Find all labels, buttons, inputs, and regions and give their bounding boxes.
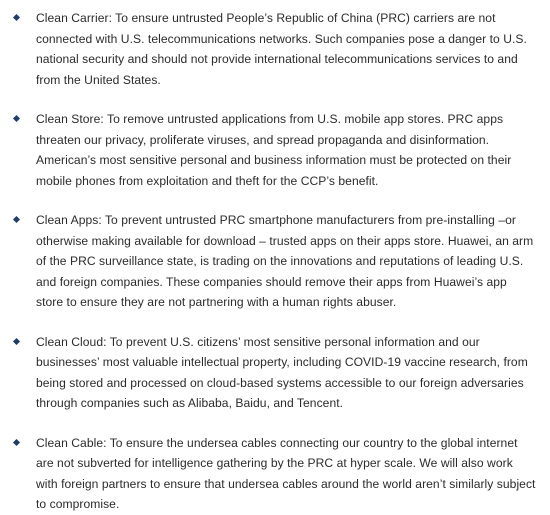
list-item-text: Clean Cable: To ensure the undersea cables connecting our country to the global internet are not subverted for intelligence gathering by the PRC at hyper scale. We will also work with foreign partners to ensure that undersea cables around the world aren’t similarly subject to compromise.	[36, 435, 536, 511]
bullet-list	[14, 8, 536, 515]
list-item-clean-store	[14, 109, 536, 191]
diamond-bullet-icon	[13, 115, 20, 122]
list-item-clean-cloud	[14, 332, 536, 414]
list-item-text: Clean Store: To remove untrusted applications from U.S. mobile app stores. PRC apps threaten our privacy, proliferate viruses, and spread propaganda and disinformation. American’s most sensitive personal and business information must be protected on their mobile phones from exploitation and theft for the CCP’s benefit.	[36, 112, 512, 188]
diamond-bullet-icon	[13, 14, 20, 21]
list-item-clean-apps	[14, 210, 536, 313]
list-item-text: Clean Apps: To prevent untrusted PRC smartphone manufacturers from pre-installing –or otherwise making available for download – trusted apps on their apps store. Huawei, an arm of the PRC surveillance state, is trading on the innovations and reputations of leading U.S. and foreign companies. These companies should remove their apps from Huawei’s app store to ensure they are not partnering with a human rights abuser.	[36, 213, 534, 309]
list-item-text: Clean Carrier: To ensure untrusted People’s Republic of China (PRC) carriers are not connected with U.S. telecommunications networks. Such companies pose a danger to U.S. national security and should not provide international telecommunications services to and from the United States.	[36, 11, 527, 87]
list-item-text: Clean Cloud: To prevent U.S. citizens’ most sensitive personal information and our businesses’ most valuable intellectual property, including COVID-19 vaccine research, from being stored and processed on cloud-based systems accessible to our foreign adversaries through companies such as Alibaba, Baidu, and Tencent.	[36, 334, 528, 410]
diamond-bullet-icon	[13, 438, 20, 445]
list-item-clean-cable	[14, 433, 536, 515]
diamond-bullet-icon	[13, 216, 20, 223]
list-item-clean-carrier	[14, 8, 536, 90]
diamond-bullet-icon	[13, 337, 20, 344]
